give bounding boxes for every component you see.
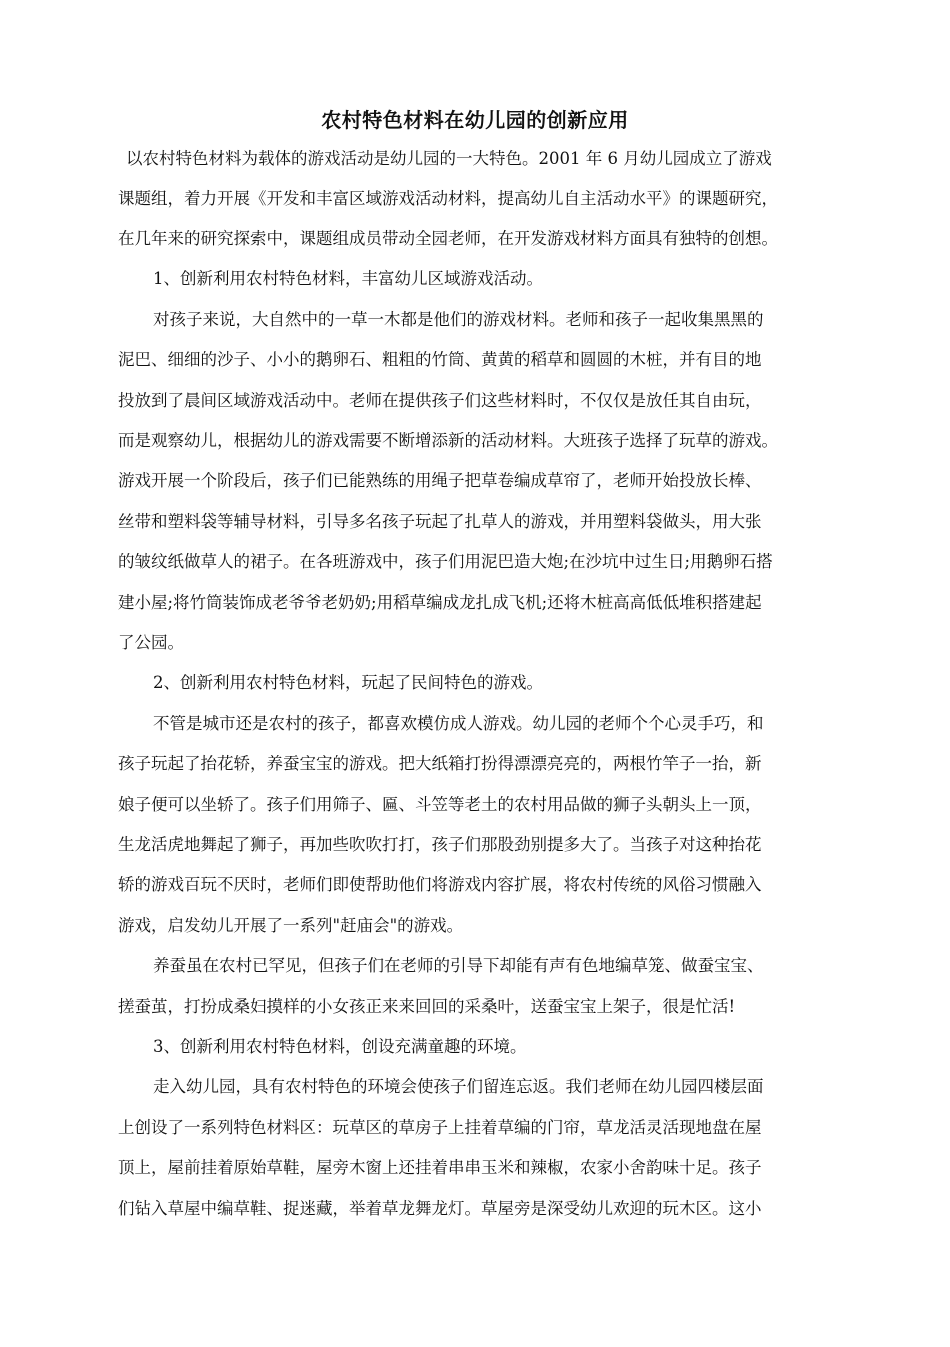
paragraph-line: 不管是城市还是农村的孩子，都喜欢模仿成人游戏。幼儿园的老师个个心灵手巧，和 <box>153 714 764 733</box>
paragraph-line: 生龙活虎地舞起了狮子，再加些吹吹打打，孩子们那股劲别提多大了。当孩子对这种抬花 <box>118 835 762 854</box>
paragraph-line: 对孩子来说，大自然中的一草一木都是他们的游戏材料。老师和孩子一起收集黑黑的 <box>153 310 764 329</box>
paragraph-line: 轿的游戏百玩不厌时，老师们即使帮助他们将游戏内容扩展，将农村传统的风俗习惯融入 <box>118 875 762 894</box>
paragraph-line: 走入幼儿园，具有农村特色的环境会使孩子们留连忘返。我们老师在幼儿园四楼层面 <box>153 1077 764 1096</box>
paragraph-line: 顶上，屋前挂着原始草鞋，屋旁木窗上还挂着串串玉米和辣椒，农家小舍韵味十足。孩子 <box>118 1158 762 1177</box>
paragraph-line: 在几年来的研究探索中，课题组成员带动全园老师，在开发游戏材料方面具有独特的创想。 <box>118 229 778 248</box>
paragraph-line: 课题组，着力开展《开发和丰富区域游戏活动材料，提高幼儿自主活动水平》的课题研究， <box>118 189 778 208</box>
paragraph-line: 而是观察幼儿，根据幼儿的游戏需要不断增添新的活动材料。大班孩子选择了玩草的游戏。 <box>118 431 778 450</box>
paragraph-line: 的皱纹纸做草人的裙子。在各班游戏中，孩子们用泥巴造大炮;在沙坑中过生日;用鹅卵石搭 <box>118 552 773 571</box>
paragraph-line: 上创设了一系列特色材料区：玩草区的草房子上挂着草编的门帘，草龙活灵活现地盘在屋 <box>118 1118 762 1137</box>
paragraph-line: 建小屋;将竹筒装饰成老爷爷老奶奶;用稻草编成龙扎成飞机;还将木桩高高低低堆积搭建起 <box>118 593 762 612</box>
paragraph-line: 们钻入草屋中编草鞋、捉迷藏，举着草龙舞龙灯。草屋旁是深受幼儿欢迎的玩木区。这小 <box>118 1199 762 1218</box>
paragraph-line: 泥巴、细细的沙子、小小的鹅卵石、粗粗的竹筒、黄黄的稻草和圆圆的木桩，并有目的地 <box>118 350 762 369</box>
paragraph-line: 孩子玩起了抬花轿，养蚕宝宝的游戏。把大纸箱打扮得漂漂亮亮的，两根竹竿子一抬，新 <box>118 754 762 773</box>
paragraph-line: 搓蚕茧，打扮成桑妇摸样的小女孩正来来回回的采桑叶，送蚕宝宝上架子，很是忙活! <box>118 997 736 1016</box>
paragraph-line: 以农村特色材料为载体的游戏活动是幼儿园的一大特色。2001 年 6 月幼儿园成立了游戏 <box>126 149 772 168</box>
section-heading: 3、创新利用农村特色材料，创设充满童趣的环境。 <box>153 1037 527 1056</box>
section-heading: 1、创新利用农村特色材料，丰富幼儿区域游戏活动。 <box>153 269 543 288</box>
section-heading: 2、创新利用农村特色材料，玩起了民间特色的游戏。 <box>153 673 543 692</box>
paragraph-line: 养蚕虽在农村已罕见，但孩子们在老师的引导下却能有声有色地编草笼、做蚕宝宝、 <box>153 956 764 975</box>
paragraph-line: 游戏，启发幼儿开展了一系列"赶庙会"的游戏。 <box>118 916 464 935</box>
paragraph-line: 娘子便可以坐轿了。孩子们用筛子、匾、斗笠等老土的农村用品做的狮子头朝头上一顶， <box>118 795 762 814</box>
paragraph-line: 丝带和塑料袋等辅导材料，引导多名孩子玩起了扎草人的游戏，并用塑料袋做头，用大张 <box>118 512 762 531</box>
paragraph-line: 游戏开展一个阶段后，孩子们已能熟练的用绳子把草卷编成草帘了，老师开始投放长棒、 <box>118 471 762 490</box>
paragraph-line: 投放到了晨间区域游戏活动中。老师在提供孩子们这些材料时，不仅仅是放任其自由玩， <box>118 391 762 410</box>
paragraph-line: 了公园。 <box>118 633 184 652</box>
document-title: 农村特色材料在幼儿园的创新应用 <box>321 108 629 132</box>
